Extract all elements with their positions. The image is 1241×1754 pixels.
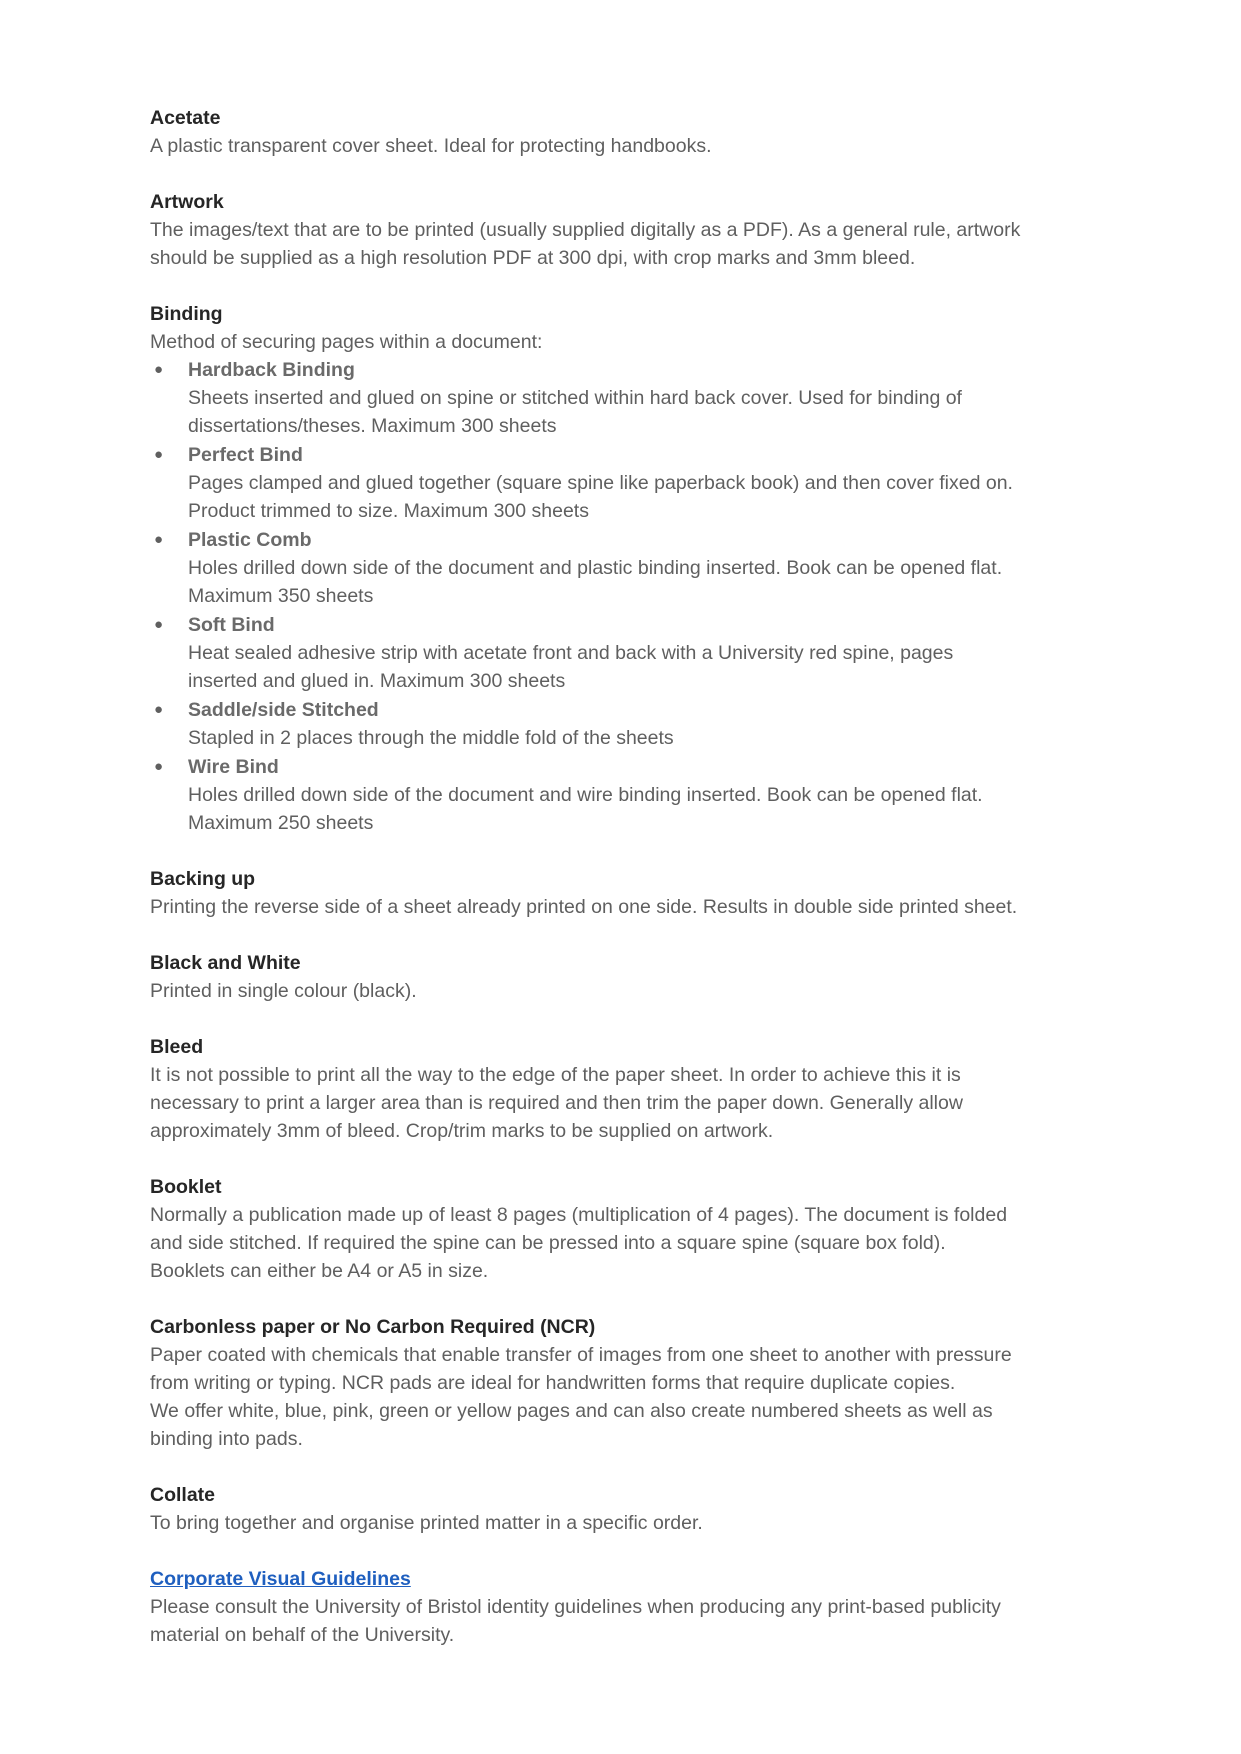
term-heading: Bleed (150, 1036, 204, 1058)
term-description: Normally a publication made up of least 8 pages (multiplication of 4 pages). The document is folded and side stitched. If required the spine can be pressed into a square spine (square box fold). Booklets can either be A4 or A5 in size. (150, 1204, 1008, 1282)
glossary-entry-collate (150, 1481, 1110, 1537)
binding-type-description: Stapled in 2 places through the middle fold of the sheets (188, 727, 674, 749)
term-description: Paper coated with chemicals that enable transfer of images from one sheet to another with pressure from writing or typing. NCR pads are ideal for handwritten forms that require duplicate copies. We offer white, blue, pink, green or yellow pages and can also create numbered sheets as well as binding into pads. (150, 1344, 1012, 1450)
binding-type-description: Holes drilled down side of the document and wire binding inserted. Book can be opened flat. Maximum 250 sheets (188, 784, 983, 834)
bullet-icon: ● (154, 361, 164, 378)
term-description: It is not possible to print all the way to the edge of the paper sheet. In order to achieve this it is necessary to print a larger area than is required and then trim the paper down. Generally allow approximately 3mm of bleed. Crop/trim marks to be supplied on artwork. (150, 1064, 963, 1142)
glossary-entry-bleed (150, 1033, 1110, 1145)
term-heading: Booklet (150, 1176, 222, 1198)
glossary-entry-carbonless-paper (150, 1313, 1110, 1453)
term-heading: Artwork (150, 191, 224, 213)
term-heading: Black and White (150, 952, 301, 974)
term-heading: Backing up (150, 868, 256, 890)
bullet-icon: ● (154, 446, 164, 463)
term-description: Method of securing pages within a document: (150, 331, 543, 353)
binding-type-name: Hardback Binding (188, 359, 355, 381)
corporate-visual-guidelines-link[interactable]: Corporate Visual Guidelines (150, 1568, 411, 1590)
term-description: Printing the reverse side of a sheet already printed on one side. Results in double side printed sheet. (150, 896, 1018, 918)
list-item (150, 441, 1110, 525)
glossary-entry-artwork (150, 188, 1110, 272)
glossary-entry-backing-up (150, 865, 1110, 921)
bullet-icon: ● (154, 531, 164, 548)
glossary-entry-binding (150, 300, 1110, 837)
list-item (150, 611, 1110, 695)
term-description: Please consult the University of Bristol identity guidelines when producing any print-based publicity material on behalf of the University. (150, 1596, 1001, 1646)
bullet-icon: ● (154, 701, 164, 718)
glossary-entry-acetate (150, 104, 1110, 160)
binding-type-description: Pages clamped and glued together (square spine like paperback book) and then cover fixed on. Product trimmed to size. Maximum 300 sheets (188, 472, 1013, 522)
term-description: Printed in single colour (black). (150, 980, 417, 1002)
bullet-icon: ● (154, 758, 164, 775)
list-item (150, 526, 1110, 610)
term-heading: Acetate (150, 107, 221, 129)
list-item (150, 696, 1110, 752)
list-item (150, 356, 1110, 440)
term-description: To bring together and organise printed matter in a specific order. (150, 1512, 703, 1534)
binding-type-description: Heat sealed adhesive strip with acetate front and back with a University red spine, pages inserted and glued in. Maximum 300 sheets (188, 642, 954, 692)
term-description: A plastic transparent cover sheet. Ideal for protecting handbooks. (150, 135, 712, 157)
binding-type-description: Sheets inserted and glued on spine or stitched within hard back cover. Used for binding of dissertations/theses. Maximum 300 sheets (188, 387, 962, 437)
list-item (150, 753, 1110, 837)
glossary-entry-black-and-white (150, 949, 1110, 1005)
binding-type-name: Plastic Comb (188, 529, 312, 551)
binding-type-name: Soft Bind (188, 614, 275, 636)
term-description: The images/text that are to be printed (usually supplied digitally as a PDF). As a general rule, artwork should be supplied as a high resolution PDF at 300 dpi, with crop marks and 3mm bleed. (150, 219, 1021, 269)
binding-type-name: Perfect Bind (188, 444, 303, 466)
term-heading: Collate (150, 1484, 216, 1506)
glossary-entry-corporate-visual-guidelines (150, 1565, 1110, 1649)
binding-types-list (150, 356, 1110, 837)
term-heading: Binding (150, 303, 223, 325)
binding-type-name: Wire Bind (188, 756, 279, 778)
term-heading: Carbonless paper or No Carbon Required (NCR) (150, 1316, 596, 1338)
glossary-page (150, 104, 1110, 1677)
binding-type-name: Saddle/side Stitched (188, 699, 379, 721)
binding-type-description: Holes drilled down side of the document and plastic binding inserted. Book can be opened flat. Maximum 350 sheets (188, 557, 1003, 607)
bullet-icon: ● (154, 616, 164, 633)
glossary-entry-booklet (150, 1173, 1110, 1285)
